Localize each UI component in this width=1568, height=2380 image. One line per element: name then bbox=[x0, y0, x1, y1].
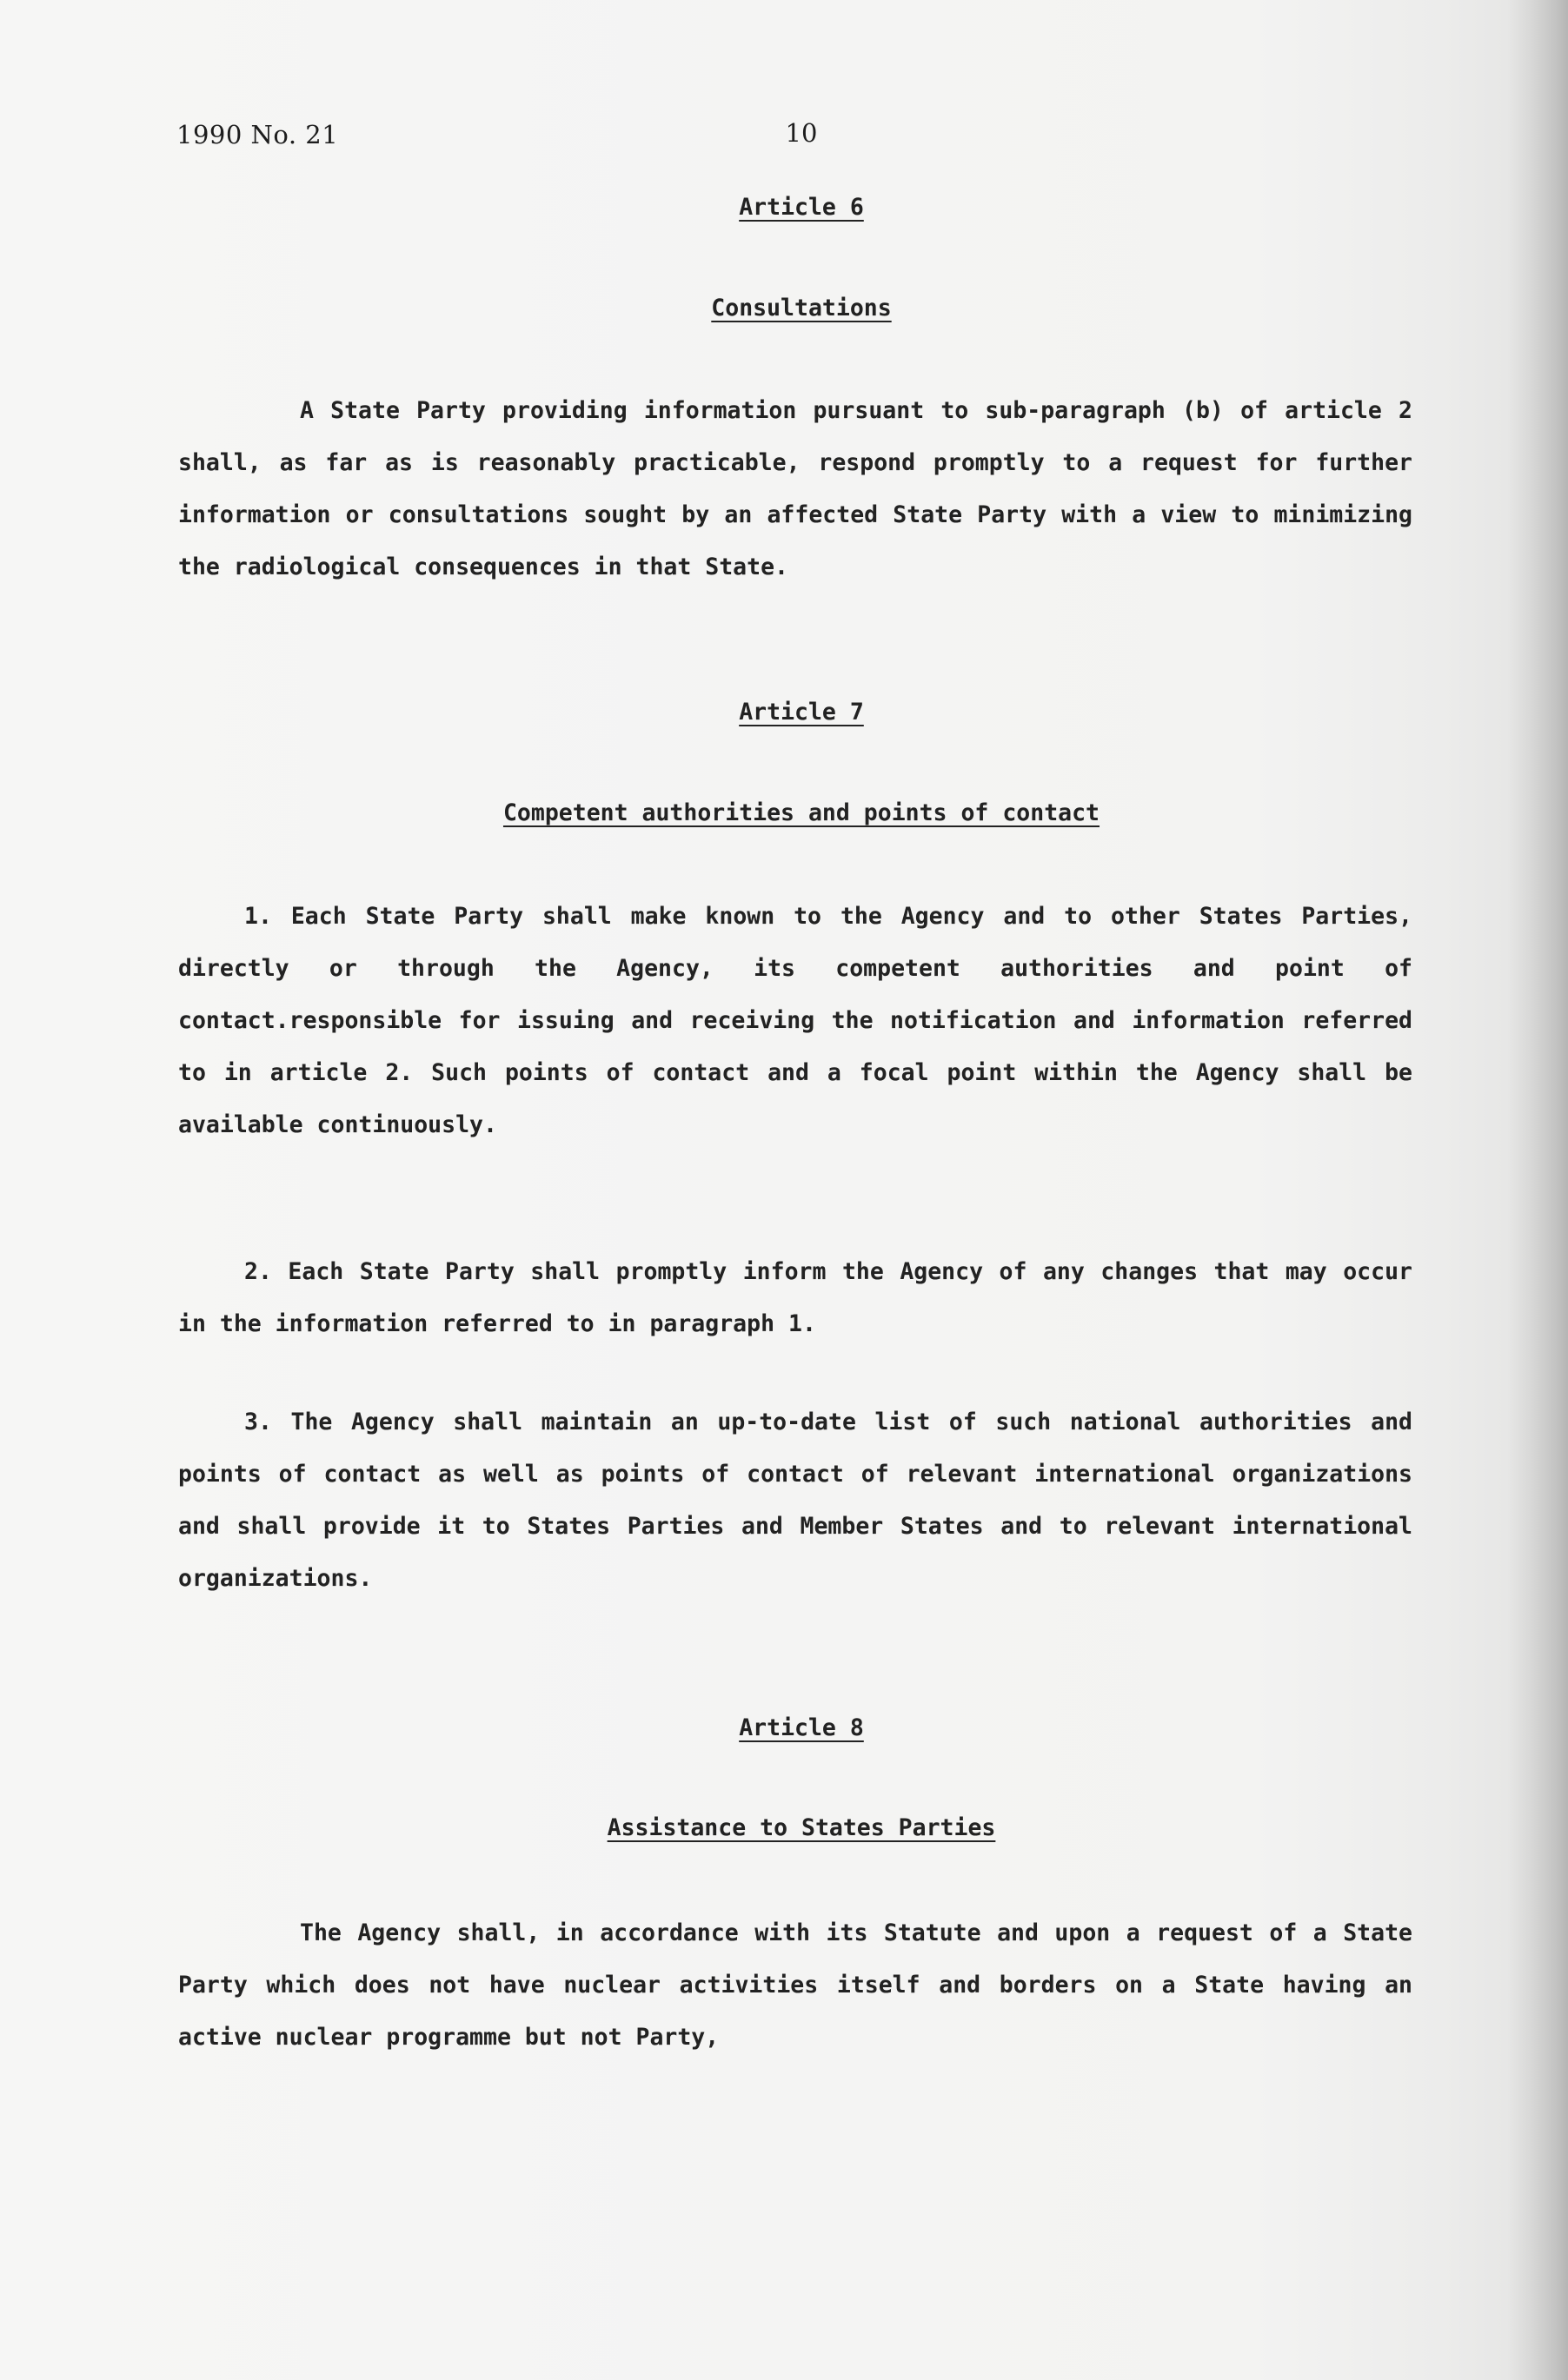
article-6-paragraph: A State Party providing information pursuant to sub-paragraph (b) of article 2 shall, as far as is reasonably practicable, respond promptly to a request for further information or consultations sought by an affected State Party with a view to minimizing the radiological consequences in that State. bbox=[178, 397, 1412, 580]
binding-shadow bbox=[1507, 0, 1568, 2380]
article-7-paragraph-1: 1. Each State Party shall make known to the Agency and to other States Parties, directly or through the Agency, its competent authorities and point of contact.responsible for issuing and receiving the notification and information referred to in article 2. Such points of contact and a focal point within the Agency shall be available continuously. bbox=[178, 903, 1412, 1138]
page-number: 10 bbox=[785, 118, 818, 148]
article-8-title-text: Assistance to States Parties bbox=[607, 1814, 996, 1841]
article-7-paragraph-2: 2. Each State Party shall promptly inform the Agency of any changes that may occur in the information referred to in paragraph 1. bbox=[178, 1258, 1412, 1337]
article-7-paragraph-3: 3. The Agency shall maintain an up-to-date list of such national authorities and points of contact as well as points of contact of relevant international organizations and shall provide it to States Parties and Member States and to relevant international organizations. bbox=[178, 1409, 1412, 1592]
article-8-paragraph: The Agency shall, in accordance with its Statute and upon a request of a State Party which does not have nuclear activities itself and borders on a State having an active nuclear programme but not Party, bbox=[178, 1919, 1412, 2051]
article-7-heading bbox=[0, 699, 1568, 726]
article-6-title bbox=[0, 295, 1568, 322]
article-7-title bbox=[0, 799, 1568, 826]
article-7-label: Article 7 bbox=[739, 699, 864, 726]
article-6-label: Article 6 bbox=[739, 194, 864, 221]
article-7-title-text: Competent authorities and points of contact bbox=[502, 799, 1100, 826]
article-8-label: Article 8 bbox=[739, 1714, 864, 1741]
document-reference: 1990 No. 21 bbox=[176, 120, 339, 149]
article-8-title bbox=[0, 1814, 1568, 1841]
article-8-heading bbox=[0, 1714, 1568, 1741]
article-6-heading bbox=[0, 194, 1568, 221]
article-6-title-text: Consultations bbox=[711, 295, 892, 322]
